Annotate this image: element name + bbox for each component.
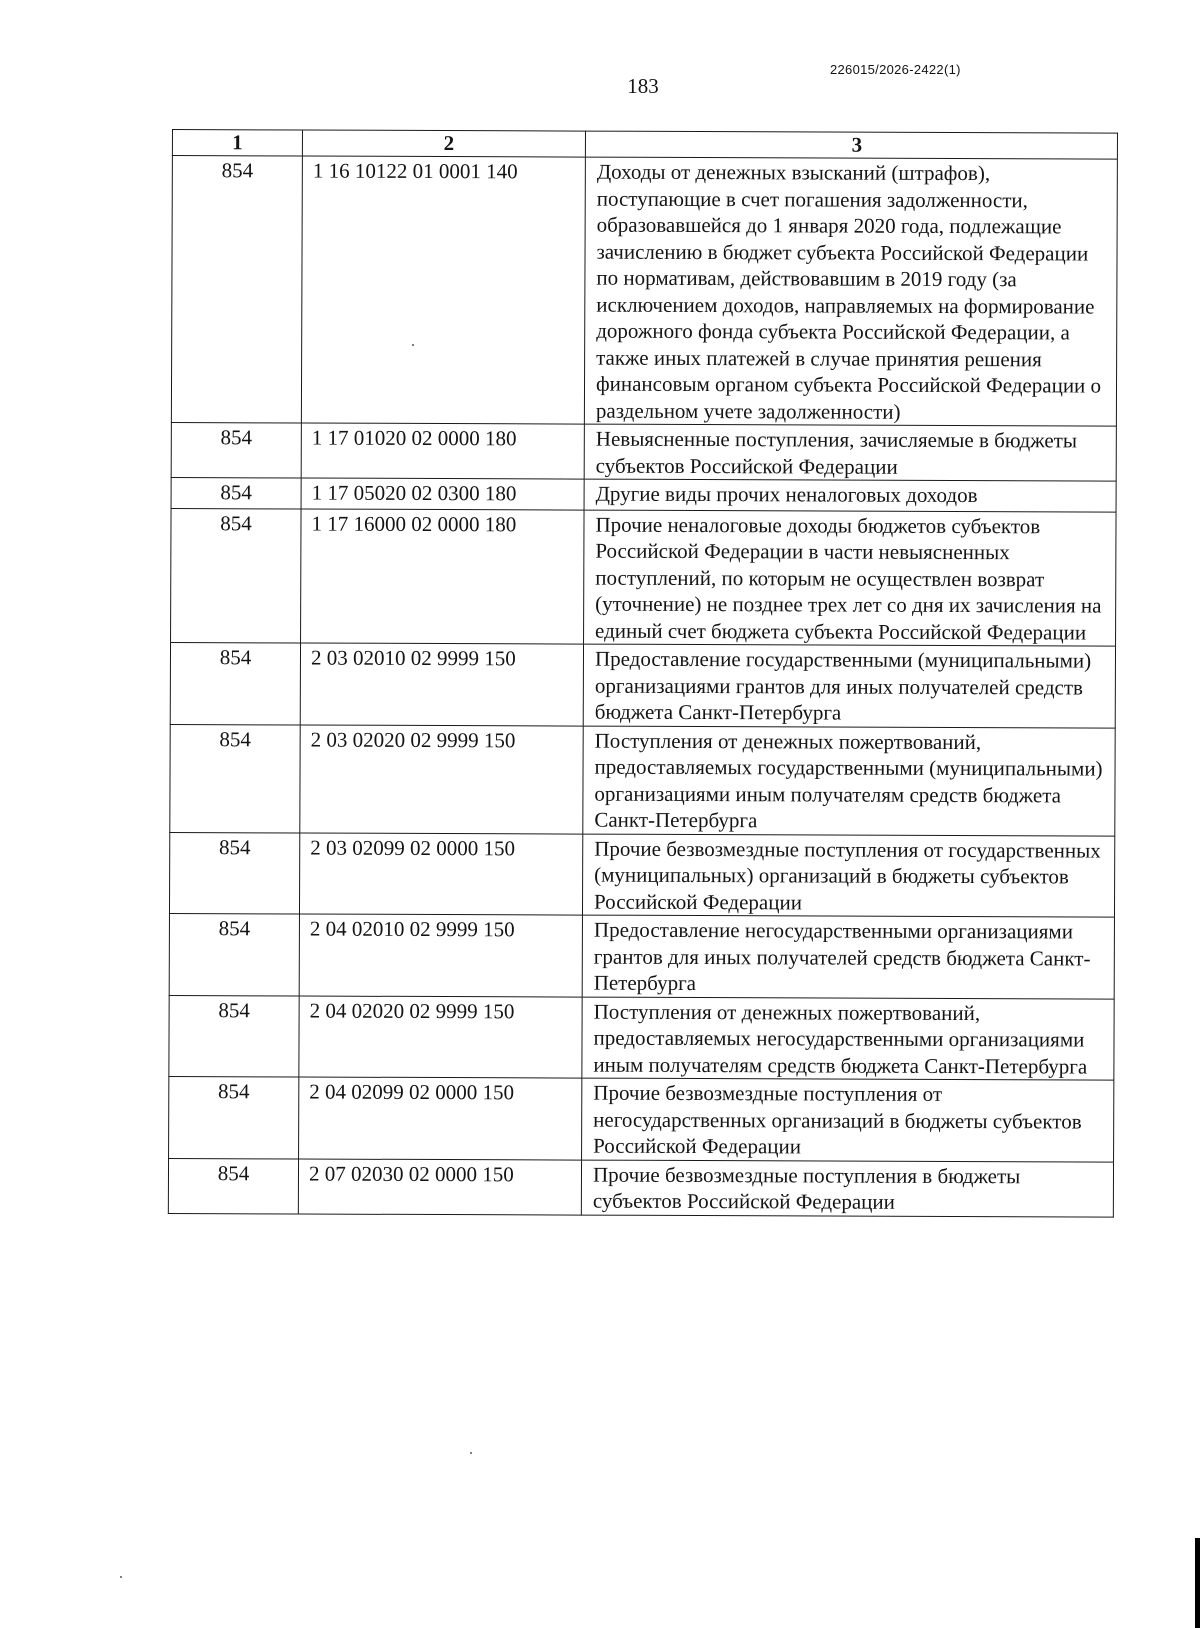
budget-code-cell: 1 17 01020 02 0000 180 [301, 423, 584, 479]
budget-code-cell: 2 07 02030 02 0000 150 [298, 1158, 581, 1214]
budget-code-cell: 1 17 05020 02 0300 180 [301, 478, 584, 510]
revenue-codes-table [168, 129, 1118, 1217]
table-row [171, 508, 1117, 646]
admin-code-cell: 854 [171, 477, 301, 508]
table-header-row [172, 130, 1117, 160]
table-row [170, 724, 1115, 836]
scan-speck [470, 1452, 472, 1454]
revenue-name-cell: Доходы от денежных взысканий (штрафов), поступающие в счет погашения задолженности, образовавшейся до 1 января 2020 года, подлежащие зачислению в бюджет субъекта Российской Федерации по нормативам, действовавшим в 2019 году (за исключением доходов, направляемых на формирование дорожного фонда субъекта Российской Федерации, а также иных платежей в случае принятия решения финансовым органом субъекта Российской Федерации о раздельном учете задолженности) [584, 157, 1117, 426]
budget-code-cell: 2 03 02010 02 9999 150 [300, 643, 583, 726]
budget-code-cell: 1 16 10122 01 0001 140 [301, 156, 585, 424]
scan-edge-shadow [1195, 1538, 1200, 1628]
admin-code-cell: 854 [169, 913, 299, 995]
revenue-name-cell: Предоставление негосударственными организациями грантов для иных получателей средств бюджета Санкт-Петербурга [582, 915, 1114, 999]
admin-code-cell: 854 [171, 156, 302, 423]
revenue-name-cell: Прочие безвозмездные поступления от негосударственных организаций в бюджеты субъектов Российской Федерации [582, 1078, 1114, 1162]
budget-code-cell: 2 03 02020 02 9999 150 [300, 724, 583, 833]
revenue-name-cell: Предоставление государственными (муниципальными) организациями грантов для иных получателей средств бюджета Санкт-Петербурга [583, 644, 1115, 728]
admin-code-cell: 854 [169, 832, 299, 914]
revenue-name-cell: Поступления от денежных пожертвований, предоставляемых государственными (муниципальными) организациями иным получателям средств бюджета Санкт-Петербурга [583, 726, 1115, 836]
budget-code-cell: 1 17 16000 02 0000 180 [301, 508, 585, 644]
budget-code-cell: 2 04 02099 02 0000 150 [299, 1077, 582, 1160]
budget-code-cell: 2 03 02099 02 0000 150 [299, 832, 582, 915]
column-header-1: 1 [172, 130, 302, 156]
table-row [169, 995, 1114, 1080]
column-header-3: 3 [585, 131, 1117, 159]
table-row [170, 642, 1115, 727]
table-row [168, 1158, 1113, 1217]
scan-speck [120, 1576, 122, 1578]
admin-code-cell: 854 [170, 724, 300, 832]
scan-speck [412, 344, 414, 346]
table-row [171, 422, 1116, 481]
table-row [169, 1076, 1114, 1161]
revenue-name-cell: Другие виды прочих неналоговых доходов [584, 479, 1116, 512]
budget-code-cell: 2 04 02010 02 9999 150 [299, 914, 582, 997]
table-row [169, 913, 1114, 998]
admin-code-cell: 854 [169, 995, 299, 1077]
revenue-name-cell: Прочие неналоговые доходы бюджетов субъектов Российской Федерации в части невыясненных поступлений, по которым не осуществлен возврат (уточнение) не позднее трех лет со дня их зачисления на единый счет бюджета субъекта Российской Федерации [584, 510, 1117, 647]
budget-code-cell: 2 04 02020 02 9999 150 [299, 995, 582, 1078]
admin-code-cell: 854 [168, 1158, 298, 1213]
column-header-2: 2 [302, 130, 585, 157]
revenue-name-cell: Прочие безвозмездные поступления в бюджеты субъектов Российской Федерации [581, 1160, 1113, 1217]
table-row [169, 832, 1114, 917]
revenue-name-cell: Невыясненные поступления, зачисляемые в бюджеты субъектов Российской Федерации [584, 424, 1116, 481]
table-row [171, 156, 1117, 427]
page-number: 183 [627, 74, 659, 98]
revenue-name-cell: Поступления от денежных пожертвований, предоставляемых негосударственными организациями иным получателям средств бюджета Санкт-Петербурга [582, 997, 1114, 1081]
admin-code-cell: 854 [169, 1076, 299, 1158]
admin-code-cell: 854 [170, 642, 300, 724]
table-row [171, 477, 1116, 511]
revenue-name-cell: Прочие безвозмездные поступления от государственных (муниципальных) организаций в бюджеты субъектов Российской Федерации [582, 834, 1114, 918]
admin-code-cell: 854 [171, 508, 302, 643]
document-registration-code: 226015/2026-2422(1) [830, 62, 961, 77]
admin-code-cell: 854 [171, 422, 301, 477]
